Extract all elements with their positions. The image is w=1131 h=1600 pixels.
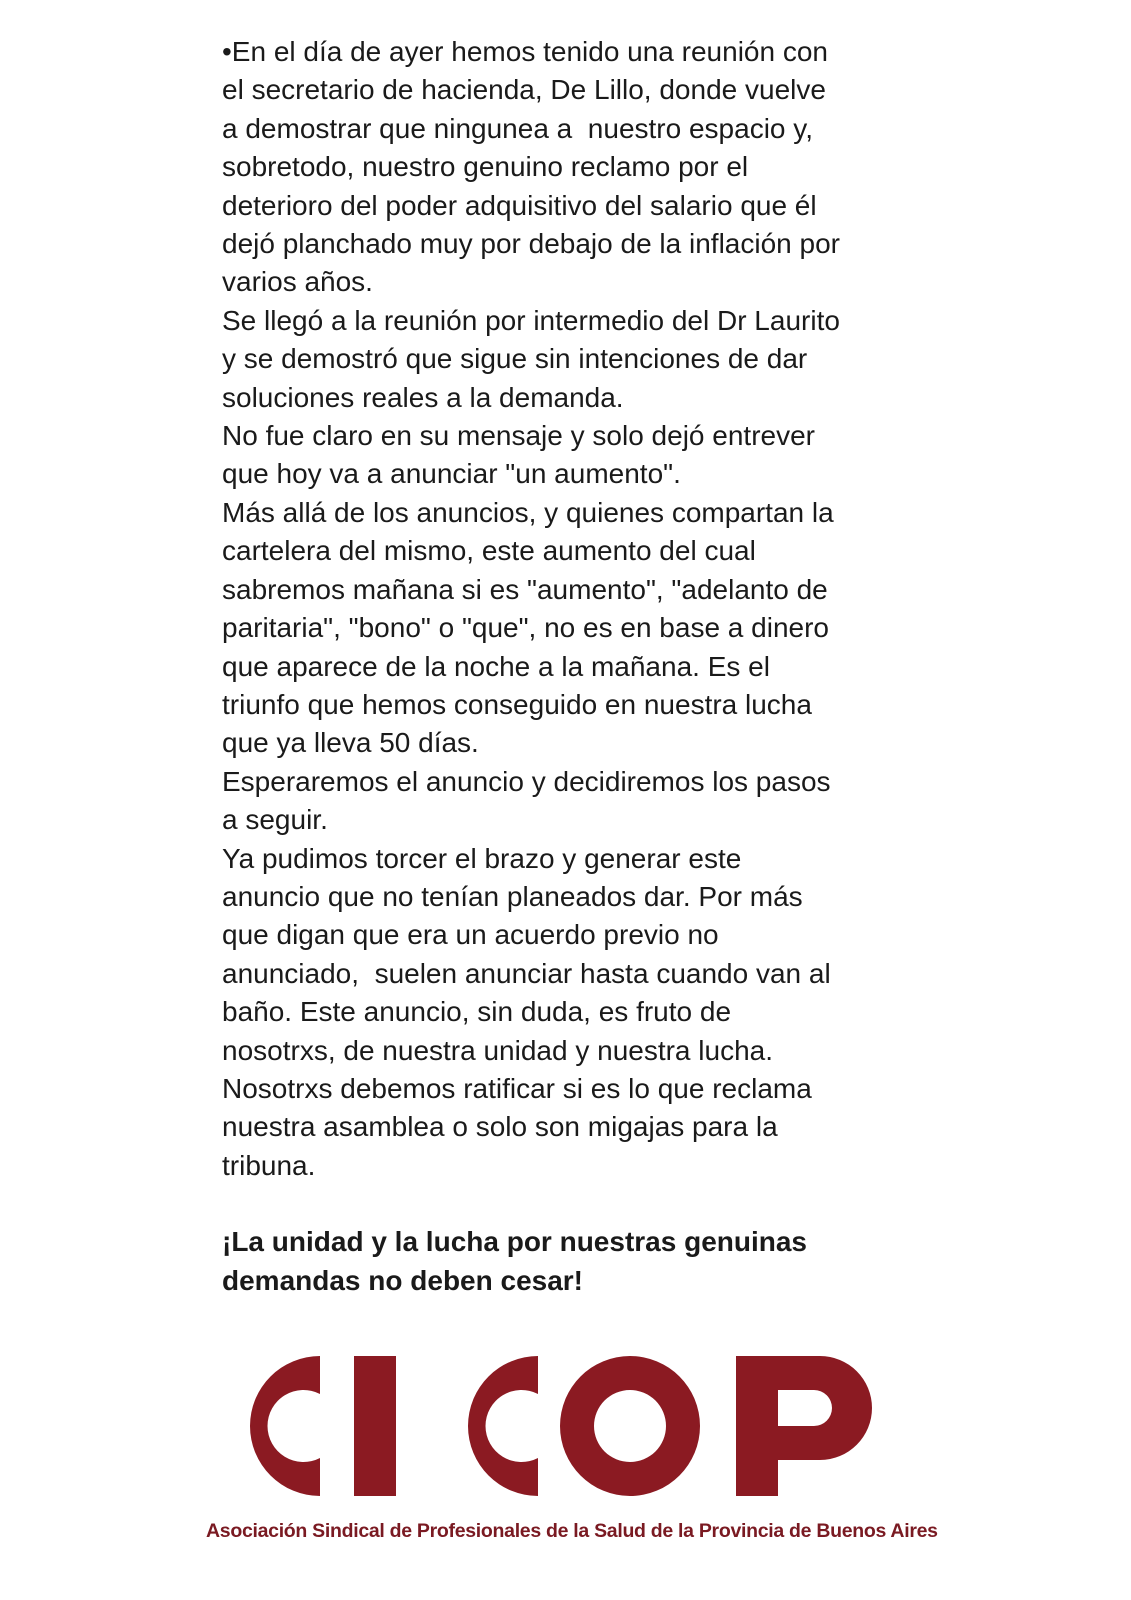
- text-line: No fue claro en su mensaje y solo dejó entrever: [222, 420, 815, 452]
- text-line: que ya lleva 50 días.: [222, 727, 479, 759]
- paragraph-announcement: [222, 494, 902, 763]
- text-line: dejó planchado muy por debajo de la inflación por: [222, 228, 840, 260]
- paragraph-ratify: [222, 1070, 902, 1185]
- text-line: nuestra asamblea o solo son migajas para la: [222, 1111, 778, 1143]
- text-line: y se demostró que sigue sin intenciones de dar: [222, 343, 808, 375]
- slogan-line: demandas no deben cesar!: [222, 1264, 584, 1296]
- text-line: soluciones reales a la demanda.: [222, 381, 624, 413]
- text-line: a demostrar que ningunea a nuestro espacio y,: [222, 112, 813, 144]
- text-line: anunciado, suelen anunciar hasta cuando van al: [222, 957, 831, 989]
- text-line: •En el día de ayer hemos tenido una reunión con: [222, 36, 828, 67]
- text-line: Se llegó a la reunión por intermedio del Dr Laurito: [222, 304, 840, 336]
- text-line: Más allá de los anuncios, y quienes compartan la: [222, 496, 834, 528]
- text-line: nosotrxs, de nuestra unidad y nuestra lucha.: [222, 1034, 774, 1066]
- paragraph-meeting: [222, 33, 902, 302]
- text-line: baño. Este anuncio, sin duda, es fruto de: [222, 996, 732, 1028]
- closing-slogan: [222, 1223, 902, 1300]
- text-line: anuncio que no tenían planeados dar. Por más: [222, 880, 803, 912]
- text-line: Nosotrxs debemos ratificar si es lo que reclama: [222, 1072, 812, 1104]
- text-line: varios años.: [222, 266, 373, 298]
- logo-letter-i: [354, 1356, 396, 1496]
- logo-subtitle: Asociación Sindical de Profesionales de la Salud de la Provincia de Buenos Aires: [206, 1520, 938, 1542]
- slogan-line: ¡La unidad y la lucha por nuestras genuinas: [222, 1226, 808, 1258]
- paragraph-next-steps: [222, 763, 902, 840]
- cicop-logo: [202, 1356, 938, 1546]
- text-line: que digan que era un acuerdo previo no: [222, 919, 719, 951]
- text-line: paritaria", "bono" o "que", no es en base a dinero: [222, 612, 829, 644]
- text-line: el secretario de hacienda, De Lillo, donde vuelve: [222, 74, 826, 106]
- text-line: tribuna.: [222, 1149, 316, 1181]
- text-line: deterioro del poder adquisitivo del salario que él: [222, 189, 817, 221]
- paragraph-message: [222, 417, 902, 494]
- logo-letter-o: [560, 1356, 700, 1496]
- paragraph-achievement: [222, 840, 902, 1070]
- text-line: que aparece de la noche a la mañana. Es el: [222, 650, 770, 682]
- logo-letter-p: [736, 1356, 872, 1496]
- body-text: [222, 33, 902, 1300]
- paragraph-laurito: [222, 302, 902, 417]
- text-line: Ya pudimos torcer el brazo y generar este: [222, 842, 742, 874]
- text-line: cartelera del mismo, este aumento del cual: [222, 535, 756, 567]
- text-line: Esperaremos el anuncio y decidiremos los pasos: [222, 765, 831, 797]
- text-line: que hoy va a anunciar "un aumento".: [222, 458, 681, 490]
- paragraph-gap: [222, 1185, 902, 1223]
- logo-letter-c: [468, 1356, 538, 1496]
- text-line: triunfo que hemos conseguido en nuestra lucha: [222, 688, 812, 720]
- cicop-wordmark: [202, 1356, 932, 1496]
- text-line: a seguir.: [222, 804, 328, 836]
- logo-letter-c: [250, 1356, 320, 1496]
- text-line: sabremos mañana si es "aumento", "adelanto de: [222, 573, 828, 605]
- text-line: sobretodo, nuestro genuino reclamo por el: [222, 151, 749, 183]
